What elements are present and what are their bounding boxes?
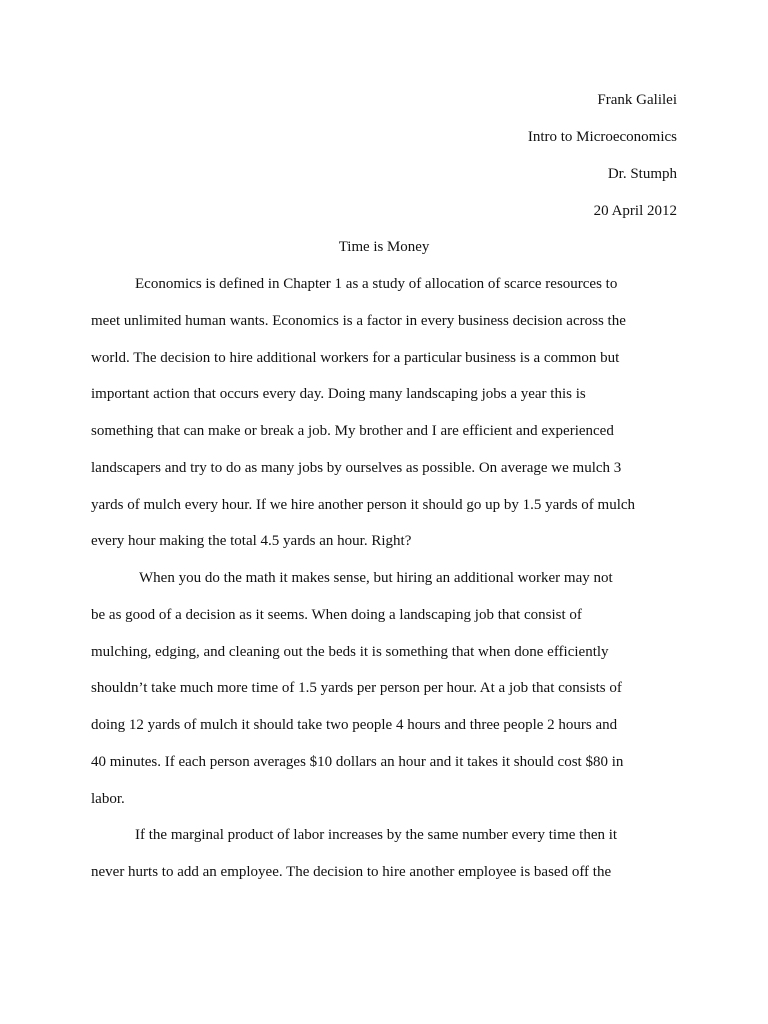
paragraph-1-line-1: Economics is defined in Chapter 1 as a study of allocation of scarce resources to	[135, 276, 618, 292]
paragraph-2-line-6: 40 minutes. If each person averages $10 dollars an hour and it takes it should cost $80 in	[91, 754, 624, 770]
paragraph-2-line-7: labor.	[91, 791, 125, 807]
paragraph-2-line-2: be as good of a decision as it seems. When doing a landscaping job that consist of	[91, 607, 582, 623]
paragraph-1-line-2: meet unlimited human wants. Economics is a factor in every business decision across the	[91, 313, 626, 329]
document-title: Time is Money	[338, 239, 430, 255]
instructor-name: Dr. Stumph	[607, 166, 677, 182]
paragraph-1-line-4: important action that occurs every day. Doing many landscaping jobs a year this is	[91, 386, 586, 402]
paragraph-2-line-1: When you do the math it makes sense, but hiring an additional worker may not	[139, 570, 613, 586]
course-name: Intro to Microeconomics	[527, 129, 677, 145]
paragraph-2-line-5: doing 12 yards of mulch it should take two people 4 hours and three people 2 hours and	[91, 717, 618, 733]
paragraph-1-line-5: something that can make or break a job. My brother and I are efficient and experienced	[91, 423, 614, 439]
paragraph-2-line-4: shouldn’t take much more time of 1.5 yards per person per hour. At a job that consists of	[91, 680, 622, 696]
paragraph-1-line-8: every hour making the total 4.5 yards an hour. Right?	[91, 533, 412, 549]
paragraph-1-line-3: world. The decision to hire additional workers for a particular business is a common but	[91, 350, 620, 366]
author-name: Frank Galilei	[597, 92, 677, 108]
paragraph-1-line-6: landscapers and try to do as many jobs by ourselves as possible. On average we mulch 3	[91, 460, 622, 476]
date-line: 20 April 2012	[593, 203, 677, 219]
paragraph-1-line-7: yards of mulch every hour. If we hire another person it should go up by 1.5 yards of mulch	[91, 497, 636, 513]
paragraph-2-line-3: mulching, edging, and cleaning out the beds it is something that when done efficiently	[91, 644, 609, 660]
paragraph-3-line-2: never hurts to add an employee. The decision to hire another employee is based off the	[91, 864, 612, 880]
paragraph-3-line-1: If the marginal product of labor increases by the same number every time then it	[135, 827, 618, 843]
